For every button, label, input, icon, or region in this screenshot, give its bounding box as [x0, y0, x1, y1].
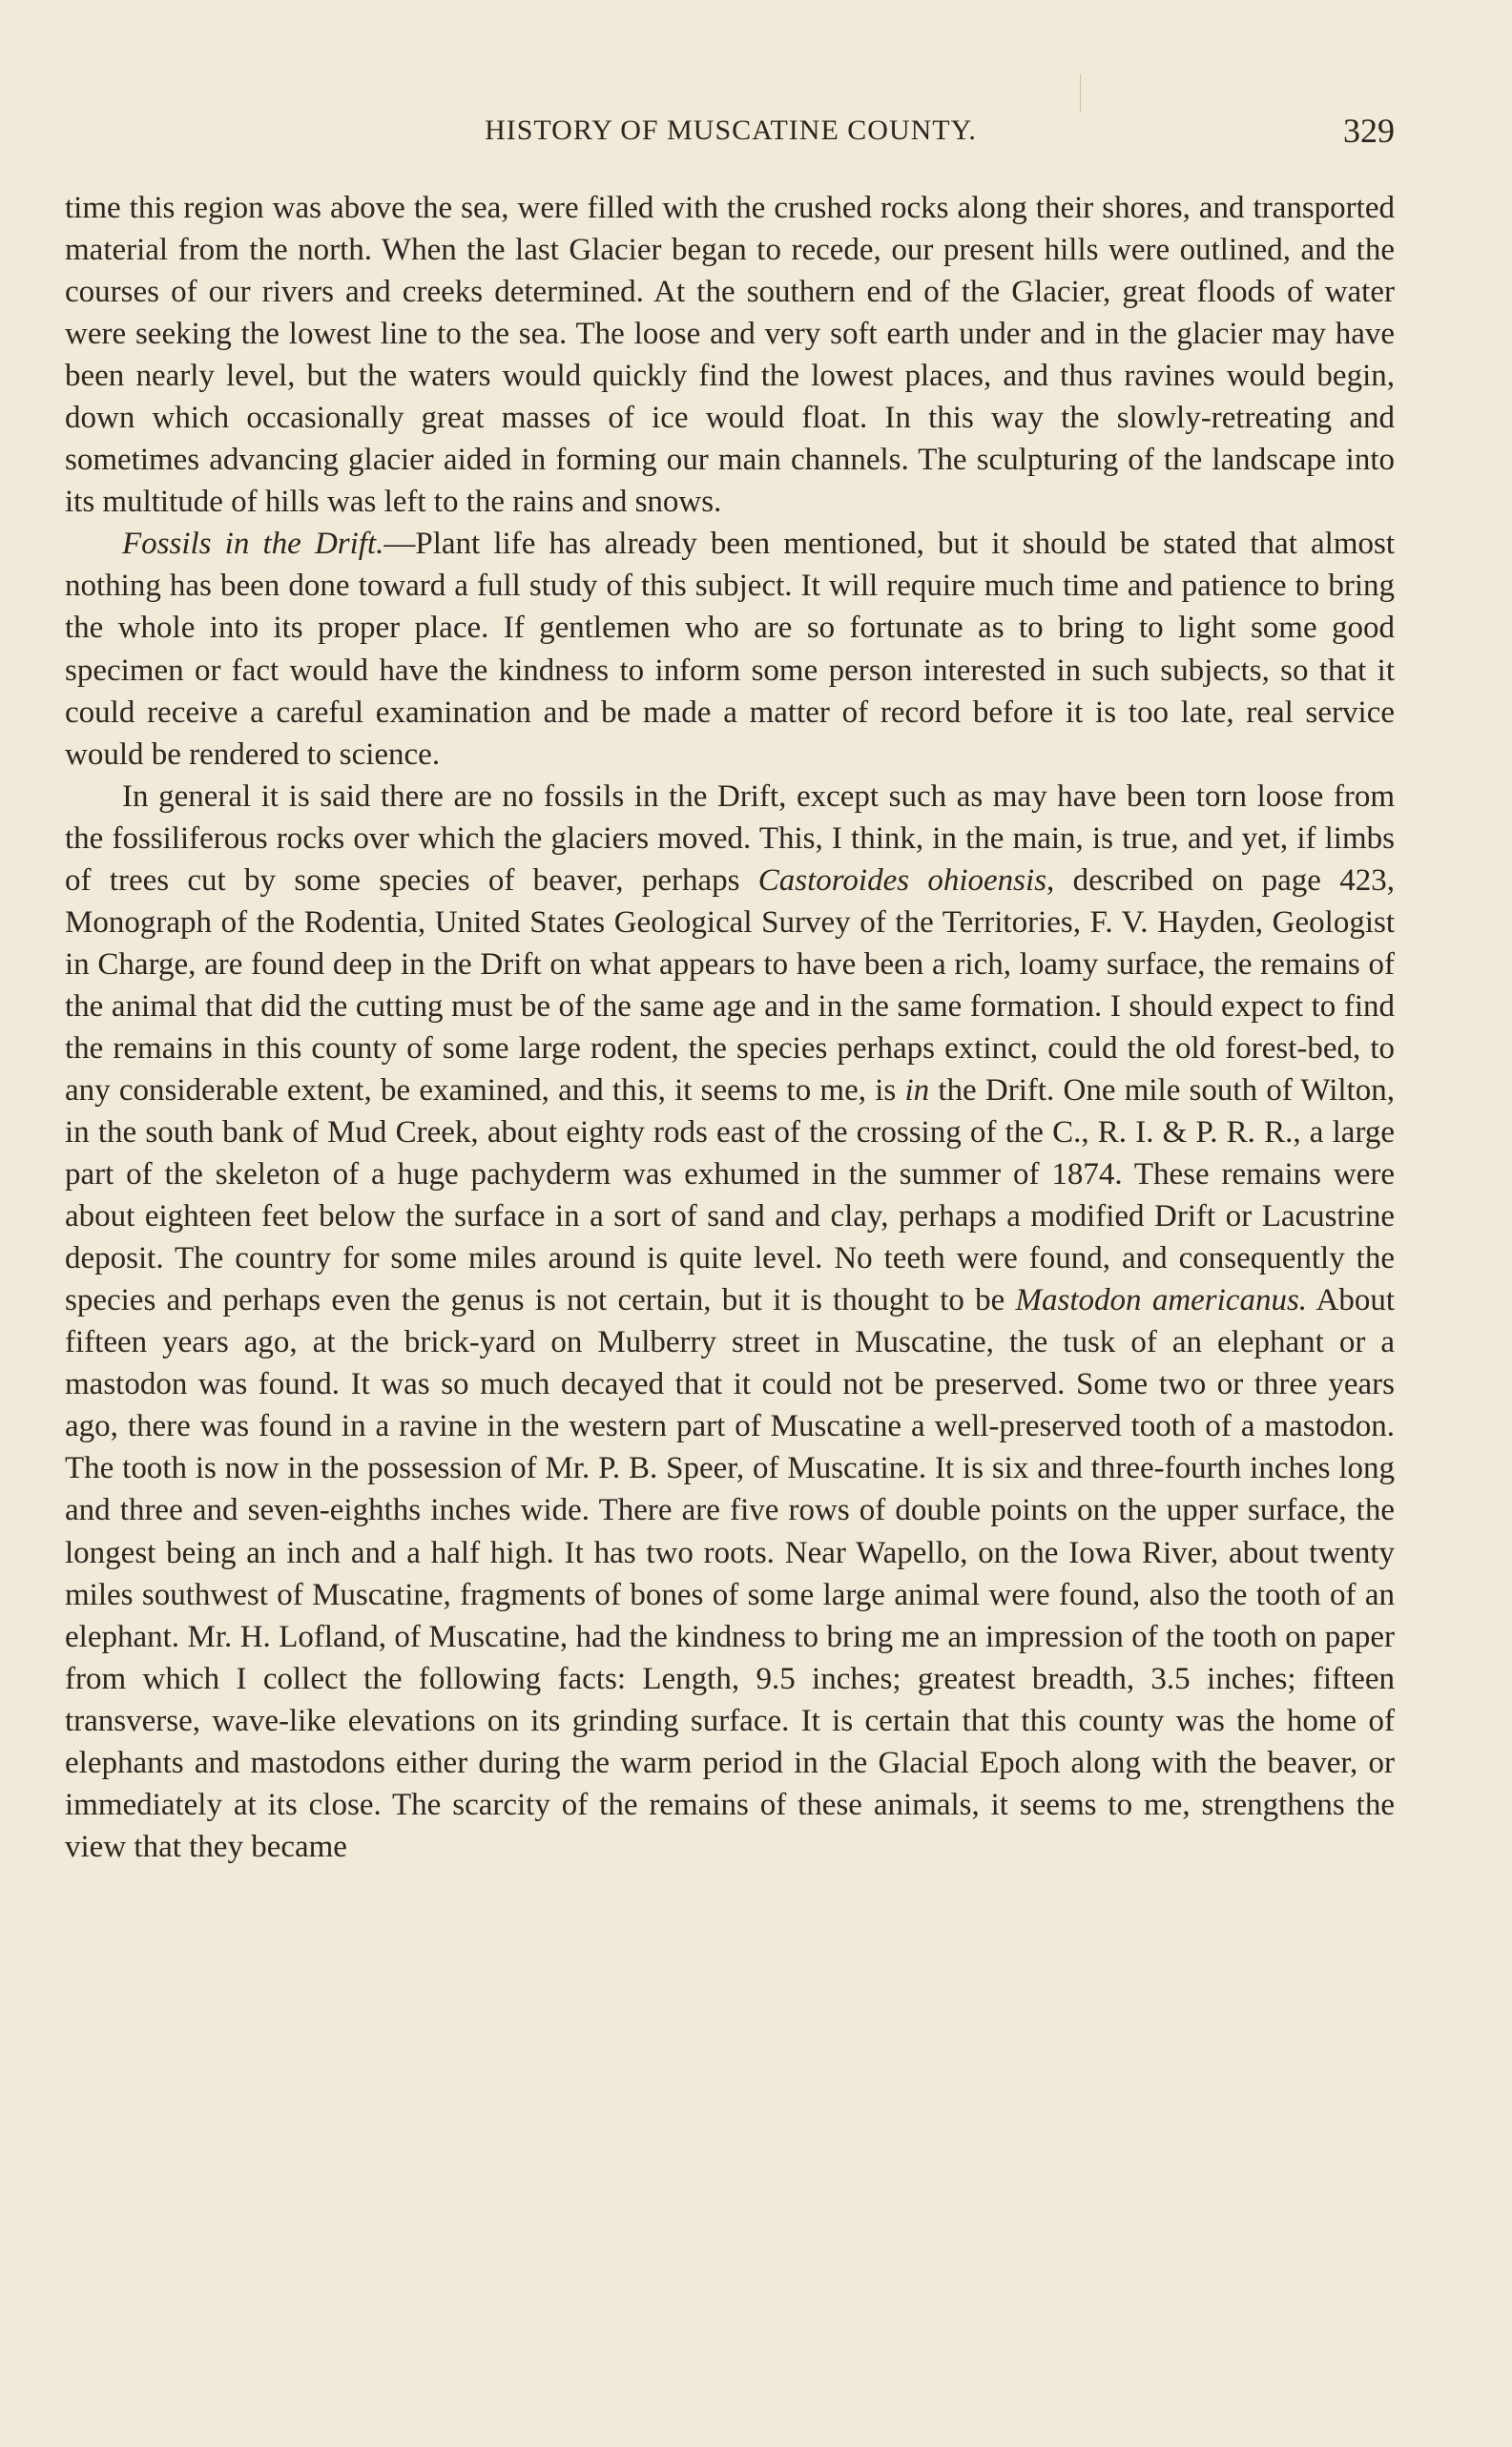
text-segment: —Plant life has already been mentioned, but it should be stated that almost nothing has been done toward a full study of this subject. It will require much time and patience to bring the whole into its proper place. If gentlemen who are so fortunate as to bring to light some good specimen or fact would have the kindness to inform some person interested in such subjects, so that it could receive a careful examination and be made a matter of record before it is too late, real service would be rendered to science.	[65, 527, 1396, 772]
species-name-italic: Castoroides ohioensis	[757, 862, 1047, 898]
text-segment: time this region was above the sea, were filled with the crushed rocks along their shores, and transported material from the north. When the last Glacier began to recede, our present hills were outlined, and the courses of our rivers and creeks determined. At the southern end of the Glacier, great floods of water were seeking the lowest line to the sea. The loose and very soft earth under and in the glacier may have been nearly level, but the waters would quickly find the lowest places, and thus ravines would begin, down which occasionally great masses of ice would float. In this way the slowly-retreating and sometimes advancing glacier aided in forming our main channels. The sculpturing of the landscape into its multitude of hills was left to the rains and snows.	[65, 191, 1395, 520]
text-segment: In general it is said there are no fossils in the Drift, except such as may have been torn loose from the fossiliferous rocks over which the glaciers moved. This, I think, in the main, is true, and yet, if limbs of trees cut by some species of beaver, perhaps	[65, 778, 1395, 898]
text-segment: , described on page 423, Monograph of the Rodentia, United States Geological Survey of the Territories, F. V. Hayden, Geologist in Charge, are found deep in the Drift on what appears to have been a rich, loamy surface, the remains of the animal that did the cutting must be of the same age and in the same formation. I should expect to find the remains in this county of some large rodent, the species perhaps extinct, could the old forest-bed, to any considerable extent, be examined, and this, it seems to me, is	[65, 862, 1395, 1108]
body-text	[65, 187, 1395, 1868]
species-name-italic: Mastodon americanus.	[1015, 1283, 1308, 1318]
running-title: HISTORY OF MUSCATINE COUNTY.	[485, 114, 977, 146]
section-heading-italic: Fossils in the Drift.	[122, 527, 384, 562]
paragraph-continuation	[65, 187, 1395, 523]
emphasis-italic: in	[904, 1072, 930, 1108]
page-number: 329	[1343, 112, 1395, 150]
paragraph-general	[65, 776, 1395, 1868]
paragraph-fossils	[65, 523, 1395, 775]
running-header	[67, 107, 1395, 155]
text-segment: the Drift. One mile south of Wilton, in the south bank of Mud Creek, about eighty rods east of the crossing of the C., R. I. & P. R. R., a large part of the skeleton of a huge pachyderm was exhumed in the summer of 1874. These remains were about eighteen feet below the surface in a sort of sand and clay, perhaps a modified Drift or Lacustrine deposit. The country for some miles around is quite level. No teeth were found, and consequently the species and perhaps even the genus is not certain, but it is thought to be	[65, 1072, 1396, 1318]
text-segment: About fifteen years ago, at the brick-yard on Mulberry street in Muscatine, the tusk of an elephant or a mastodon was found. It was so much decayed that it could not be preserved. Some two or three years ago, there was found in a ravine in the western part of Muscatine a well-preserved tooth of a mastodon. The tooth is now in the possession of Mr. P. B. Speer, of Muscatine. It is six and three-fourth inches long and three and seven-eighths inches wide. There are five rows of double points on the upper surface, the longest being an inch and a half high. It has two roots. Near Wapello, on the Iowa River, about twenty miles southwest of Muscatine, fragments of bones of some large animal were found, also the tooth of an elephant. Mr. H. Lofland, of Muscatine, had the kindness to bring me an impression of the tooth on paper from which I collect the following facts: Length, 9.5 inches; greatest breadth, 3.5 inches; fifteen transverse, wave-like elevations on its grinding surface. It is certain that this county was the home of elephants and mastodons either during the warm period in the Glacial Epoch along with the beaver, or immediately at its close. The scarcity of the remains of these animals, it seems to me, strengthens the view that they became	[65, 1283, 1395, 1864]
